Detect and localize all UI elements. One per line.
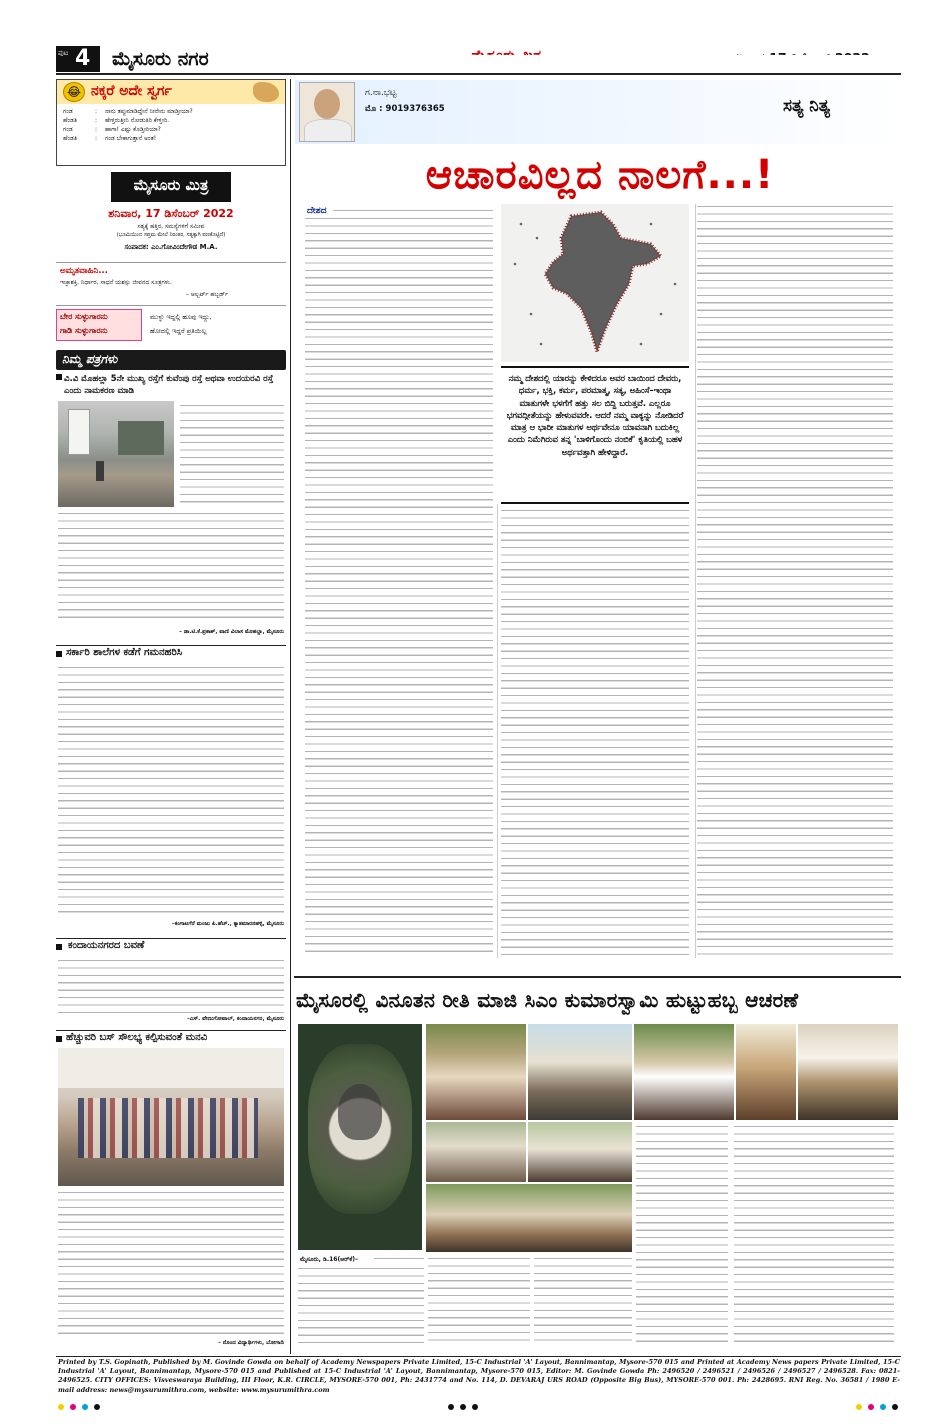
letter-2 xyxy=(56,645,286,935)
india-map-people-image xyxy=(501,204,689,362)
letter-3-title: ಕಂದಾಯನಗರದ ಬವಣೆ xyxy=(68,940,145,951)
humor-title: ನಕ್ಕರೆ ಅದೇ ಸ್ವರ್ಗ xyxy=(91,83,172,99)
letter-1 xyxy=(56,373,286,641)
letter-4-title: ಹೆಚ್ಚುವರಿ ಬಸ್ ಸೌಲಭ್ಯ ಕಲ್ಪಿಸುವಂತೆ ಮನವಿ xyxy=(66,1032,208,1043)
india-map-graphic xyxy=(501,204,689,362)
pullquote-box xyxy=(501,366,689,504)
cake-cutting-photo xyxy=(426,1024,526,1120)
section-title: ಮೈಸೂರು ನಗರ xyxy=(112,48,209,70)
proverb-left-2: ಗಾಡಿ ಸುಳ್ಳುಗಾರನು xyxy=(60,326,108,335)
letter-3-sign: –ಎಸ್. ವೇಣುಗೋಪಾಲ್, ಕಂದಾಯನಗರ, ಮೈಸೂರು xyxy=(186,1016,284,1022)
letter-2-title: ಸರ್ಕಾರಿ ಶಾಲೆಗಳ ಕಡೆಗೆ ಗಮನಹರಿಸಿ xyxy=(66,647,183,658)
quote-box xyxy=(56,262,286,306)
letters-header xyxy=(56,350,286,370)
group-photo-4 xyxy=(798,1024,898,1120)
humor-line: ಹಾಗಾ! ಎಷ್ಟು ಕೊಡ್ತೀರಿಯಾ? xyxy=(105,126,161,133)
group-photo-1 xyxy=(528,1024,632,1120)
registration-marks xyxy=(56,1404,901,1412)
proverb-right-2: ಹೋದಲ್ಲಿ ಇದ್ದರೆ ಪ್ರತಿಯಿಲ್ಲ xyxy=(150,327,207,335)
page-label: ಪುಟ xyxy=(58,49,69,57)
letter-3 xyxy=(56,938,286,1026)
logo-date: ಶನಿವಾರ, 17 ಡಿಸೆಂಬರ್ 2022 xyxy=(108,207,234,220)
humor-line: ನಾನು ತಪ್ಪುಮಾಡಿದ್ದೇನೆ ನೀನೇನು ಮಾಡ್ತೀಯಾ? xyxy=(105,108,193,115)
group-photo-7 xyxy=(426,1184,632,1252)
letters-title: ನಿಮ್ಮ ಪತ್ರಗಳು xyxy=(62,352,118,366)
letter-4-sign: – ನೊಂದ ವಿದ್ಯಾರ್ಥಿಗಳು, ಬೋಗಾದಿ xyxy=(218,1340,284,1346)
column-body xyxy=(305,204,895,974)
first-word: ದೇಶದ xyxy=(307,206,327,216)
group-photo-3 xyxy=(736,1024,796,1120)
street-photo xyxy=(58,401,174,507)
humor-speaker: ಹೆಂಡತಿ xyxy=(63,117,78,124)
pullquote-text: ನಮ್ಮ ದೇಶದಲ್ಲಿ ಯಾರನ್ನು ಕೇಳಿದರೂ ಅವರ ಬಾಯಿಂದ ದೇವರು, ಧರ್ಮ, ಭಕ್ತಿ, ಕರ್ಮ, ಪರಮಾತ್ಮ, ಸತ್ಯ, ಅಹಿಂಸೆ–ಇಂಥಾ ಮಾತುಗಳೇ ಭಳಗೆಗೆ ಹತ್ತು ಸಲ ಬಿದ್ದಿ ಬರುತ್ತವೆ. ಎಲ್ಲರೂ ಭಗವದ್ಗೀತೆಯನ್ನು ಹೇಳುವವರೇ. ಆದರೆ ನಮ್ಮ ವಾಕ್ಯನ್ನು ನೋಡಿದರೆ ಮಾತ್ರ ಆ ಭಾರೀ ಮಾತುಗಳ ಅರ್ಥವೇನೂ ಯಾವನಾಗಿ ಬದುಕಿಲ್ಲ ಎಂದು ನಿಮೆಗಿರುವ ತನ್ನ 'ಬಾಳಿಗೊಂದು ನಂಬಿಕೆ' ಕೃತಿಯಲ್ಲಿ ಬಹಳ ಅರ್ಥವತ್ತಾಗಿ ಹೇಳಿದ್ದಾರೆ. xyxy=(506,373,684,457)
column-headline: ಆಚಾರವಿಲ್ಲದ ನಾಲಗೆ...! xyxy=(425,152,775,198)
photo-story xyxy=(294,1024,901,1354)
humor-box: 😂 ನಕ್ಕರೆ ಅದೇ ಸ್ವರ್ಗ ಗಂಡ : ನಾನು ತಪ್ಪುಮಾಡಿದ್ದೇನೆ ನೀನೇನು ಮಾಡ್ತೀಯಾ? ಹೆಂಡತಿ : ಹೇಳ್ತಿರುತ್ತೀನಿ ನೋಡುತಿರಿ ಕೇಳ್ತೀರಿ. ಗಂಡ : ಹಾಗಾ! ಎಷ್ಟು ಕೊಡ್ತೀರಿಯಾ? ಹೆಂಡತಿ : ಗಂಡ ಬೇಕಾಗುತ್ತಾನೆ ಅಂತ! xyxy=(56,79,286,166)
laughing-face-icon: 😂 xyxy=(63,82,85,102)
letter-2-sign: –ಕಂಗಾಟಗೆರೆ ಮಂಜು ಪಿ.ಹೆಚ್., ಕ್ಯಾತಮಾರನಹಳ್ಳಿ, ಮೈಸೂರು xyxy=(171,921,284,927)
quote-text: ಇಚ್ಛಾಶಕ್ತಿ, ನಿರ್ಧಾರ, ಸಾಧನೆ ಯಶಸ್ಸು ಜೀವನದ ಸೂತ್ರಗಳು. xyxy=(60,279,172,286)
humor-line: ಗಂಡ ಬೇಕಾಗುತ್ತಾನೆ ಅಂತ! xyxy=(105,135,157,142)
quote-title: ಅಮೃತವಾಹಿನಿ... xyxy=(60,266,108,276)
proverb-left-1: ಬೇರ ಸುಳ್ಳುಗಾರನು xyxy=(60,312,108,321)
imprint-text: Printed by T.S. Gopinath, Published by M. Govinde Gowda on behalf of Academy Newspapers Private Limited, 15-C Industrial 'A' Layout, Bannimantap, Mysore-570 015 and Printed at Academy News papers Private Limited, 15-C Industrial 'A' Layout, Bannimantap, Mysore-570 015 and Published at 15-C Industrial 'A' Layout, Bannimantap, Mysore-570 015, Editor: M. Govinde Gowda Ph: 2496520 / 2496521 / 2496526 / 2496527 / 2496528. Fax: 0821-2496525. CITY OFFICES: Visveswaraya Building, III Floor, K.R. CIRCLE, MYSORE-570 001, Ph: 2431774 and No. 114, D. DEVARAJ URS ROAD (Opposite Big Bus), MYSORE-570 001. Ph: 2428695. RNI Reg. No. 36581 / 1980 E-mail address: news@mysurumithra.com, website: www.mysurumithra.com xyxy=(58,1358,900,1394)
author-name: ಗ.ನಾ.ಭಟ್ಟ xyxy=(365,88,397,98)
proverb-box xyxy=(56,309,286,341)
logo-tagline: ಸತ್ಯಕ್ಕೆ ಹತ್ತಿರ, ಸಮಸ್ಯೆಗಳಿಗೆ ಸಮೀಪ xyxy=(137,223,205,230)
page-number: 4 xyxy=(75,46,91,71)
author-phone: ಮೊ : 9019376365 xyxy=(365,104,445,114)
group-photo-5 xyxy=(426,1122,526,1182)
quote-author: – ಆಲ್ಬರ್ಟ್ ಹಬ್ಬರ್ಡ್ xyxy=(186,291,229,298)
column-series: ಸತ್ಯ ನಿತ್ಯ xyxy=(783,96,831,116)
portrait-sketch-icon xyxy=(338,1084,382,1140)
humor-speaker: ಗಂಡ xyxy=(63,126,73,133)
page-number-box xyxy=(56,46,100,72)
people-formation-photo xyxy=(298,1024,422,1250)
paper-logo: ಮೈಸೂರು ಮಿತ್ರ xyxy=(133,176,209,194)
author-photo xyxy=(299,82,355,142)
humor-speaker: ಗಂಡ xyxy=(63,108,73,115)
editor-line: ಸಂಪಾದಕ: ಎಂ.ಗೋವಿಂದೇಗೌಡ M.A. xyxy=(124,243,218,251)
letter-1-title: ವಿ.ವಿ ಮೊಹಲ್ಲಾ 5ನೇ ಮುಖ್ಯ ರಸ್ತೆಗೆ ಕುವೆಂಪು ರಸ್ತೆ ಅಥವಾ ಉದಯರವಿ ರಸ್ತೆ ಎಂದು ನಾಮಕರಣ ಮಾಡಿ xyxy=(64,374,274,396)
humor-line: ಹೇಳ್ತಿರುತ್ತೀನಿ ನೋಡುತಿರಿ ಕೇಳ್ತೀರಿ. xyxy=(105,117,170,124)
photo-story-headline: ಮೈಸೂರಲ್ಲಿ ವಿನೂತನ ರೀತಿ ಮಾಜಿ ಸಿಎಂ ಕುಮಾರಸ್ವಾಮಿ ಹುಟ್ಟುಹಬ್ಬ ಆಚರಣೆ xyxy=(296,988,799,1012)
photo-story-dateline: ಮೈಸೂರು, ಡಿ.16(ಆರ್‌ಕೆ)– xyxy=(300,1256,358,1263)
humor-speaker: ಹೆಂಡತಿ xyxy=(63,135,78,142)
letter-1-sign: – ಡಾ.ಟಿ.ಕೆ.ಪ್ರಕಾಶ್, ವಾಣಿ ವಿಲಾಸ ಮೊಹಲ್ಲಾ, ಮೈಸೂರು xyxy=(179,629,284,635)
letter-4 xyxy=(56,1030,286,1352)
footer-imprint xyxy=(58,1358,900,1398)
logo-tagline-2: (ಭೂಮಿಯಿಂದ ಸಪ್ತಮ ಮೇಲೆ ನಿರಂತರ, ಸತ್ಯಕ್ಕಾಗಿ ಪಣತೊಟ್ಟಿದೆ) xyxy=(116,232,226,238)
bus-stop-photo xyxy=(58,1048,284,1186)
group-photo-2 xyxy=(634,1024,734,1120)
proverb-right-1: ಮುಳ್ಳು ಇದ್ದಲ್ಲಿ ಹೂವು ಇದ್ದು, xyxy=(150,313,212,321)
group-photo-6 xyxy=(528,1122,632,1182)
column-header xyxy=(295,80,901,144)
